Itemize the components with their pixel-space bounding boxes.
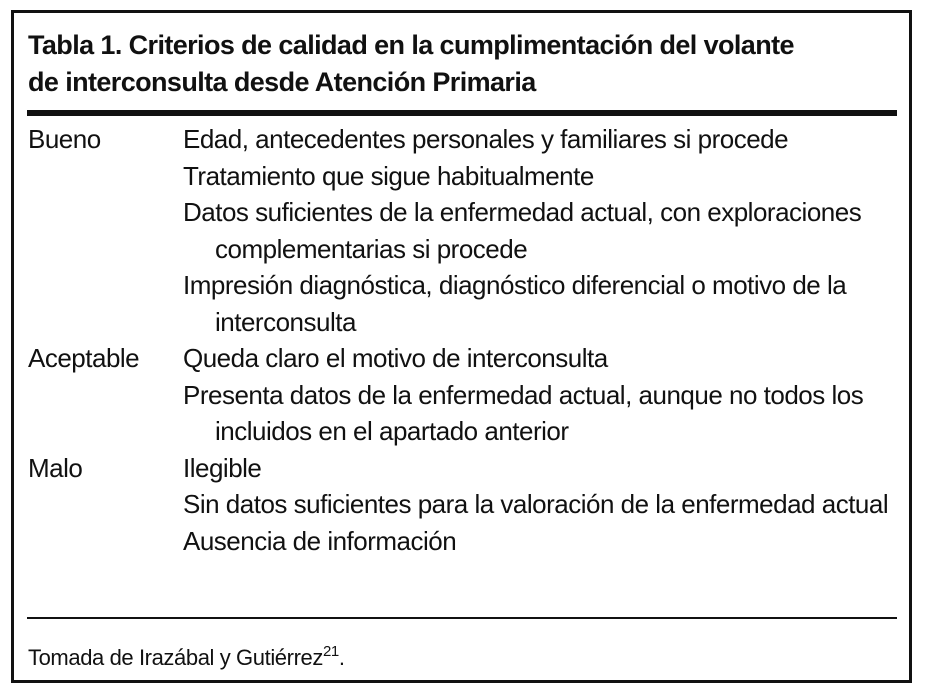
criterion: Presenta datos de la enfermedad actual, aunque no todos los incluidos en el apartado anterior [183, 379, 864, 446]
criterion: Datos suficientes de la enfermedad actual, con exploraciones complementarias si procede [183, 197, 862, 264]
category-label: Aceptable [28, 343, 140, 373]
table-title-line-1: Tabla 1. Criterios de calidad en la cumplimentación del volante [28, 30, 794, 60]
category-label: Bueno [28, 124, 101, 154]
criterion: Sin datos suficientes para la valoración de la enfermedad actual [183, 489, 889, 519]
criterion: Impresión diagnóstica, diagnóstico diferencial o motivo de la interconsulta [183, 270, 847, 337]
footnote-end: . [338, 645, 345, 670]
group-aceptable [28, 340, 898, 450]
group-bueno [28, 121, 898, 340]
criterion: Edad, antecedentes personales y familiares si procede [183, 124, 789, 154]
table-title [28, 27, 898, 101]
criterion: Tratamiento que sigue habitualmente [183, 160, 594, 191]
footnote-text: Tomada de Irazábal y Gutiérrez [28, 645, 323, 670]
group-malo [28, 450, 898, 560]
criteria-list [183, 340, 898, 450]
criterion: Ilegible [183, 452, 262, 483]
footer-rule [27, 617, 897, 619]
criterion: Queda claro el motivo de interconsulta [183, 343, 608, 373]
table-frame [11, 10, 912, 683]
table-footnote [28, 643, 345, 673]
footnote-reference: 21 [322, 643, 339, 660]
criteria-list [183, 450, 898, 560]
criterion: Ausencia de información [183, 525, 457, 556]
category-label: Malo [28, 452, 83, 483]
table-title-line-2: de interconsulta desde Atención Primaria [28, 67, 536, 97]
criteria-list [183, 121, 898, 340]
header-rule [27, 110, 897, 116]
criteria-table [28, 121, 898, 559]
